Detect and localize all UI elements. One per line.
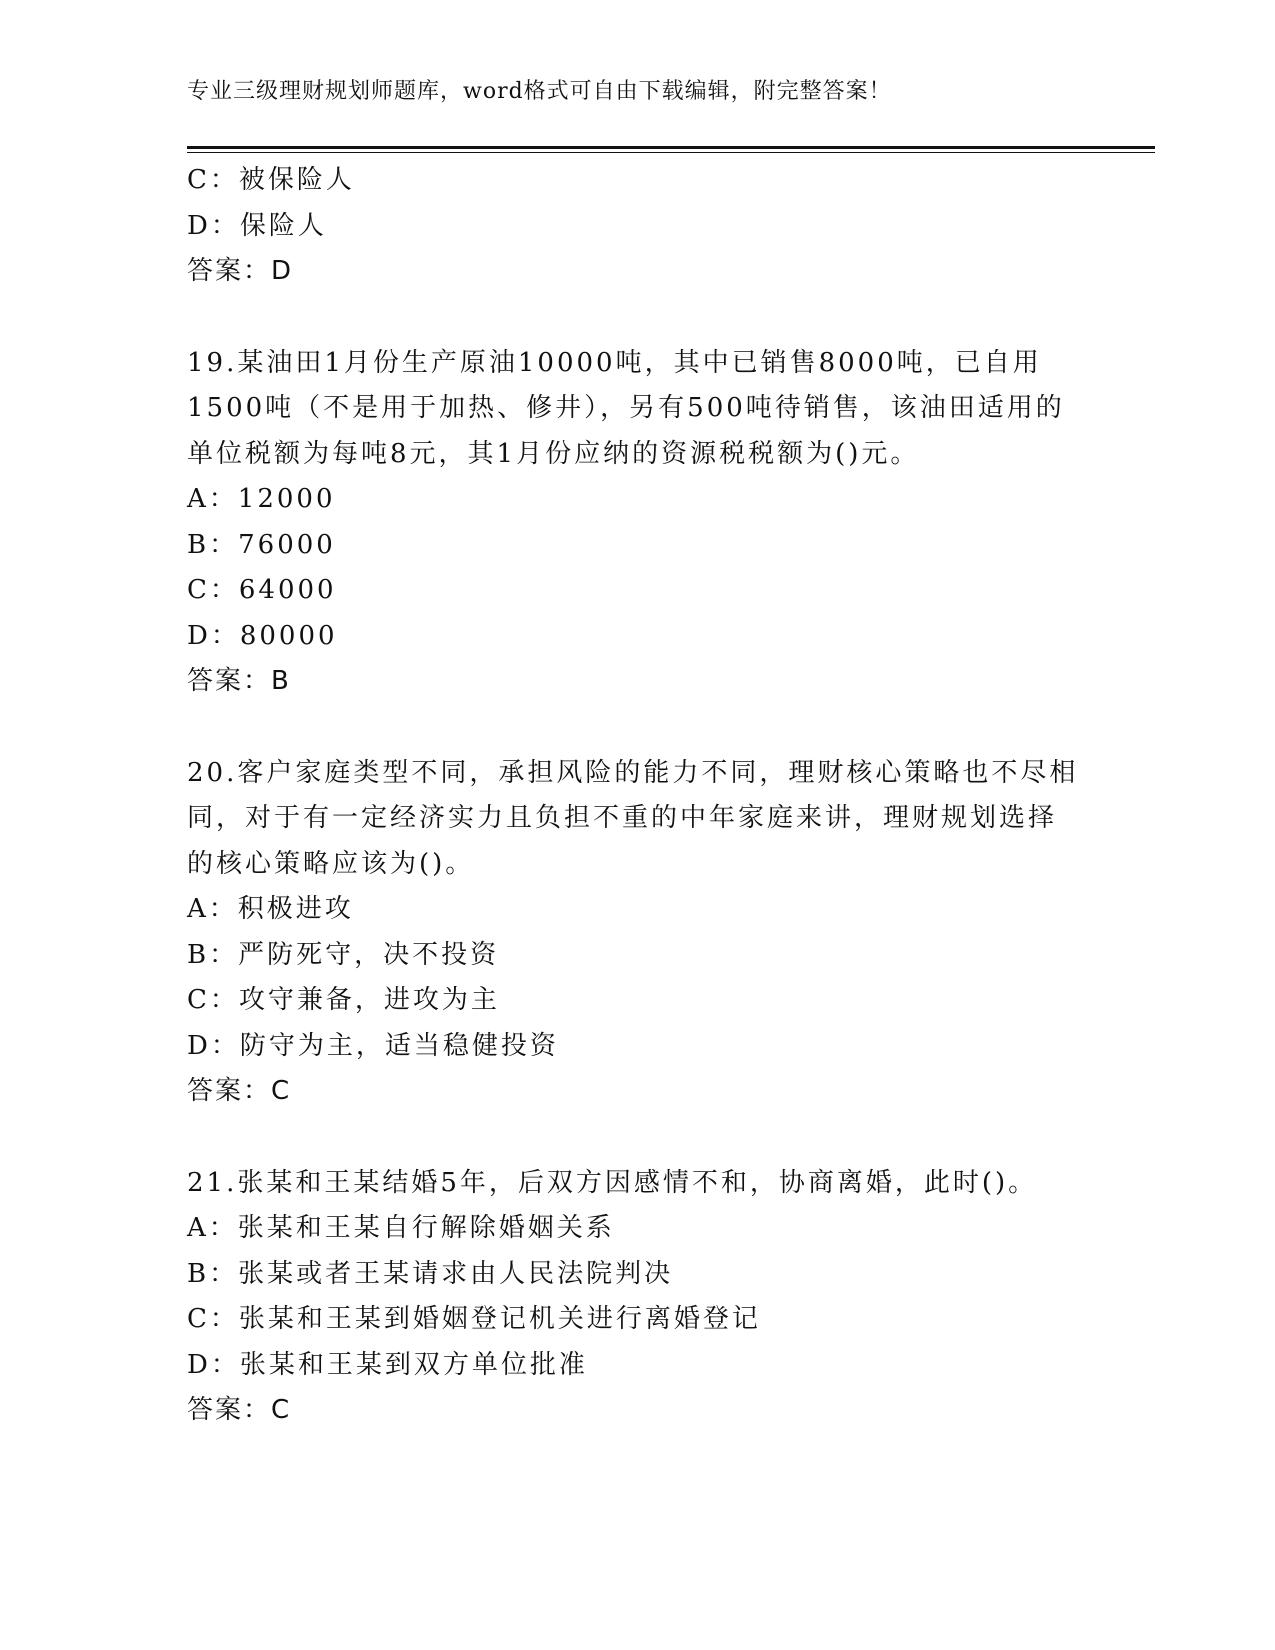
option-c: C：64000 (187, 575, 337, 605)
option-c: C：张某和王某到婚姻登记机关进行离婚登记 (187, 1304, 761, 1334)
page-header: 专业三级理财规划师题库，word格式可自由下载编辑，附完整答案！ (187, 79, 892, 104)
option-a: A：积极进攻 (187, 894, 354, 924)
option-b: B：76000 (187, 529, 336, 560)
answer-line: 答案：D (187, 256, 294, 286)
question-text-line: 19.某油田1月份生产原油10000吨，其中已销售8000吨，已自用 (187, 347, 1042, 378)
option-a: A：张某和王某自行解除婚姻关系 (187, 1213, 615, 1243)
question-text-line: 的核心策略应该为()。 (187, 848, 475, 879)
question-gap (187, 1115, 1087, 1161)
question-text-line: 单位税额为每吨8元，其1月份应纳的资源税税额为()元。 (187, 438, 920, 469)
question-gap (187, 705, 1087, 751)
header-rule-thick (187, 146, 1155, 149)
question-20 (187, 751, 1087, 1115)
header-rule-thin (187, 152, 1155, 153)
option-b: B：张某或者王某请求由人民法院判决 (187, 1258, 674, 1289)
answer-line: 答案：B (187, 666, 291, 696)
option-c: C：攻守兼备，进攻为主 (187, 985, 500, 1015)
question-text-line: 同，对于有一定经济实力且负担不重的中年家庭来讲，理财规划选择 (187, 803, 1058, 833)
question-21 (187, 1161, 1087, 1434)
question-18-tail (187, 158, 1087, 295)
answer-line: 答案：C (187, 1395, 292, 1425)
question-text-line: 20.客户家庭类型不同，承担风险的能力不同，理财核心策略也不尽相 (187, 757, 1079, 788)
question-text-line: 1500吨（不是用于加热、修井），另有500吨待销售，该油田适用的 (187, 393, 1065, 423)
option-d: D：保险人 (187, 210, 327, 241)
answer-line: 答案：C (187, 1076, 292, 1106)
question-19 (187, 341, 1087, 705)
option-a: A：12000 (187, 484, 336, 514)
option-d: D：80000 (187, 620, 338, 651)
question-text-line: 21.张某和王某结婚5年，后双方因感情不和，协商离婚，此时()。 (187, 1167, 1038, 1198)
option-d: D：防守为主，适当稳健投资 (187, 1030, 559, 1061)
question-list (187, 158, 1087, 1434)
question-gap (187, 295, 1087, 341)
option-d: D：张某和王某到双方单位批准 (187, 1349, 588, 1380)
option-b: B：严防死守，决不投资 (187, 939, 500, 970)
option-c: C：被保险人 (187, 165, 355, 195)
